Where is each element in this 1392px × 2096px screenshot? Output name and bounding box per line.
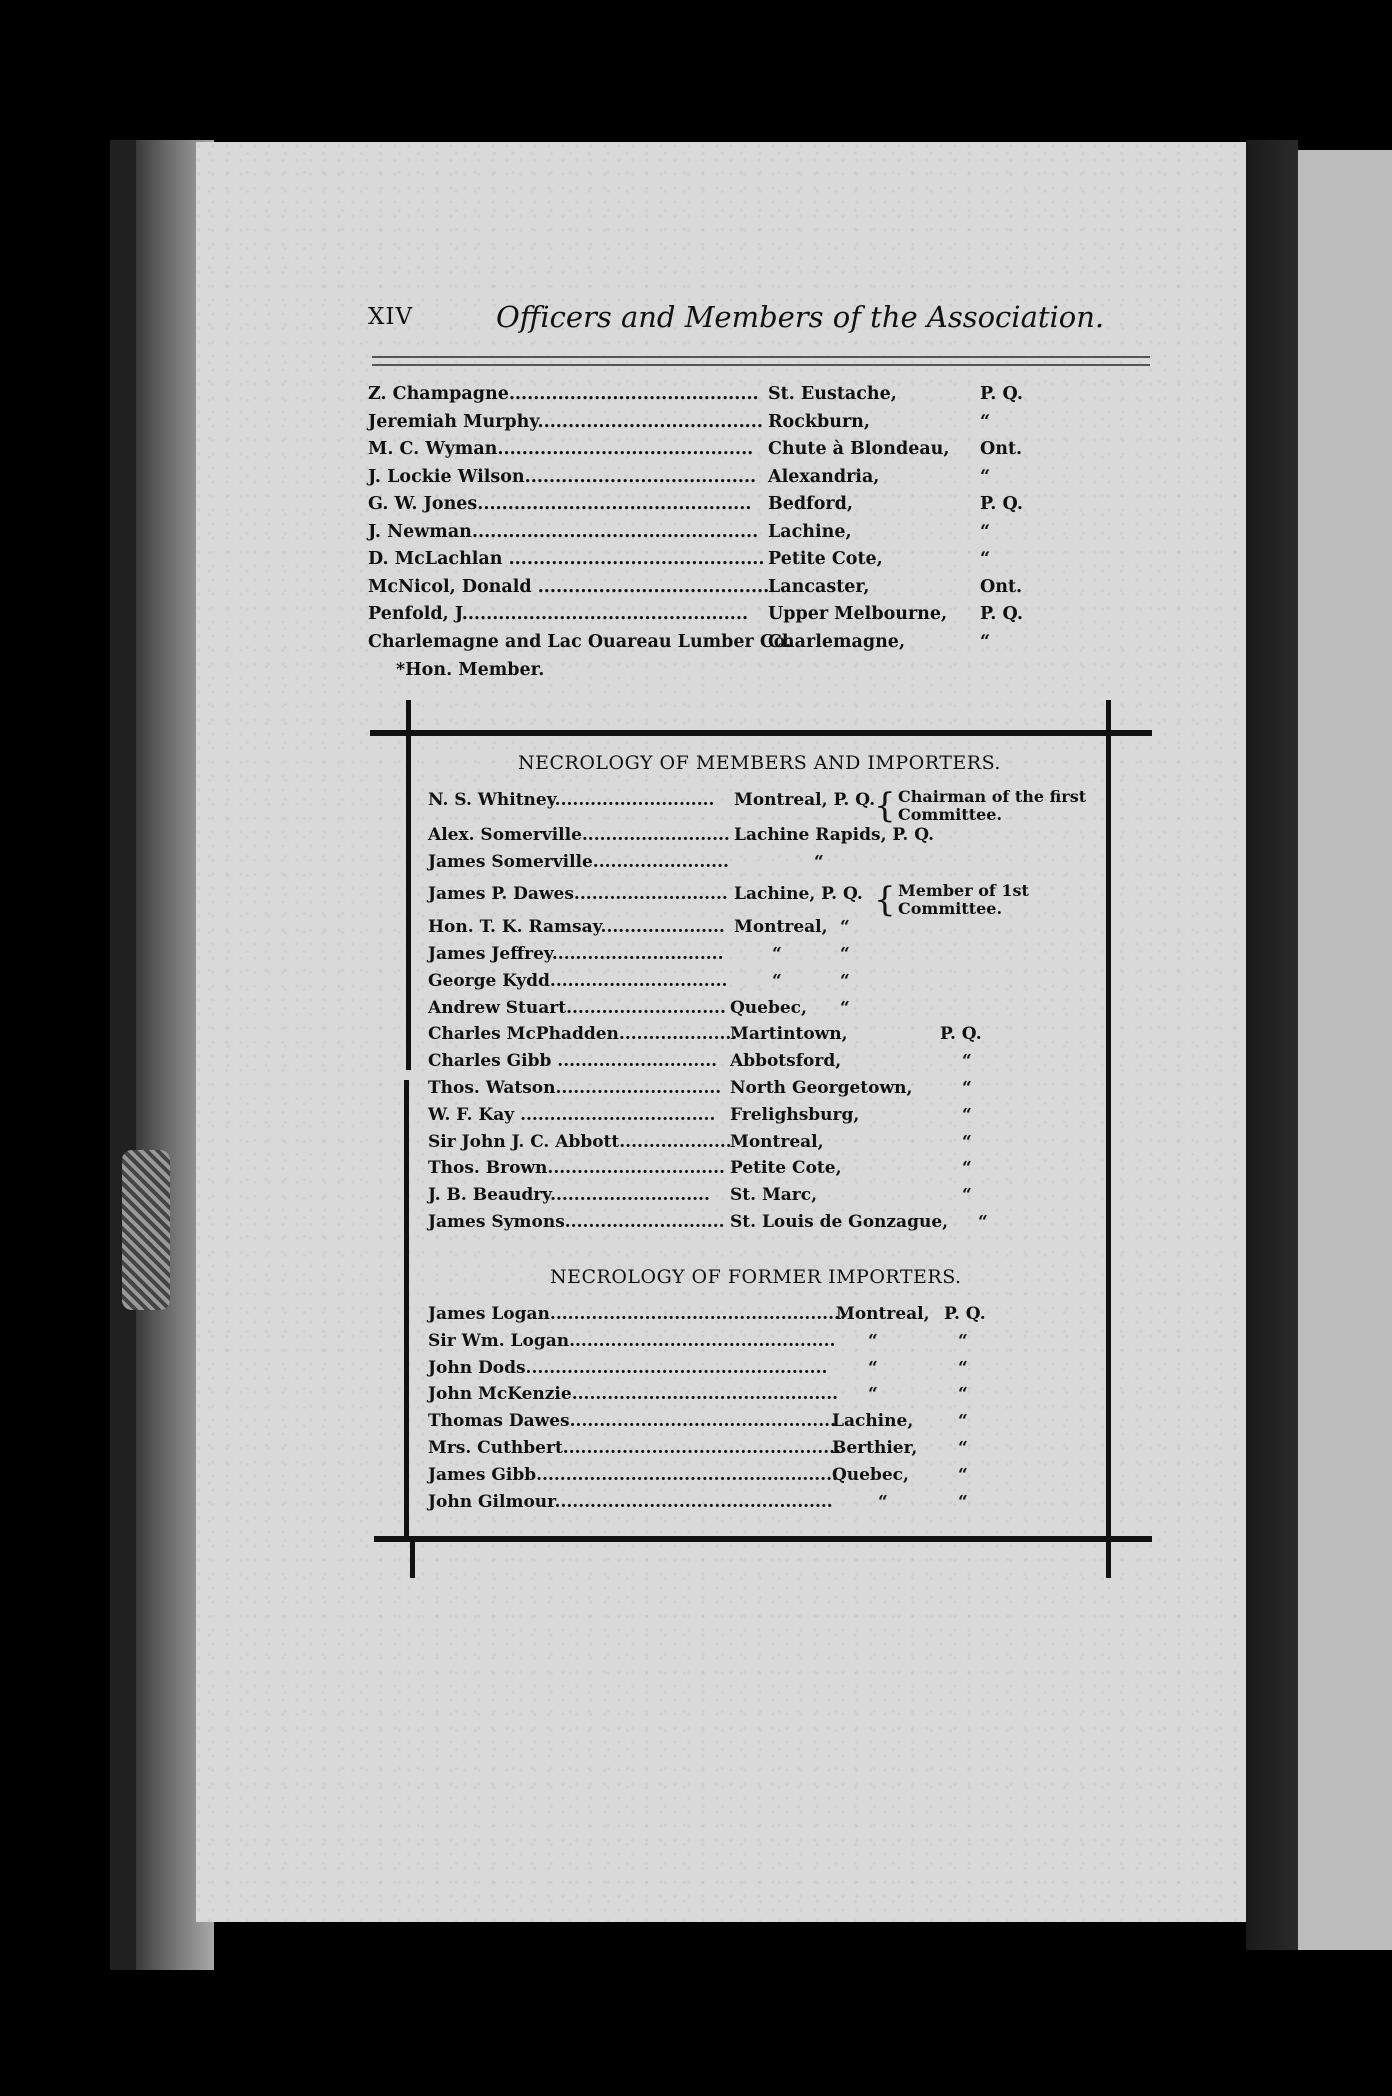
member-name: Penfold, J............................................... xyxy=(368,604,749,624)
member-name: G. W. Jones............................................. xyxy=(368,494,752,514)
necrology-name: Alex. Somerville......................... xyxy=(428,824,730,845)
former-importer-row xyxy=(428,1358,1028,1385)
necrology-province: “ xyxy=(840,970,850,991)
necrology-row xyxy=(428,971,1108,998)
member-name: D. McLachlan .......................................... xyxy=(368,549,765,569)
former-importer-name: Mrs. Cuthbert............................................... xyxy=(428,1437,841,1458)
former-importer-row xyxy=(428,1465,1028,1492)
member-place: Lancaster, xyxy=(768,576,870,597)
necrology-row xyxy=(428,786,1108,826)
former-importer-province: “ xyxy=(958,1357,968,1378)
necrology-name: James Jeffrey............................. xyxy=(428,943,724,964)
member-place: Charlemagne, xyxy=(768,631,906,652)
former-importer-province: “ xyxy=(958,1491,968,1512)
member-province: Ont. xyxy=(980,576,1023,597)
necrology-row xyxy=(428,944,1108,971)
necrology-name: James P. Dawes.......................... xyxy=(428,884,728,905)
necrology-place: Montreal, P. Q. xyxy=(734,790,876,810)
former-importer-name: Thomas Dawes............................................. xyxy=(428,1411,836,1432)
necrology-place: Montreal, xyxy=(730,1131,824,1152)
necrology-place: Montreal, xyxy=(734,917,828,938)
former-importer-province: P. Q. xyxy=(944,1304,986,1324)
former-importer-name: John Dods................................................... xyxy=(428,1357,828,1378)
member-name: Z. Champagne......................................... xyxy=(368,384,759,404)
necrology-row xyxy=(428,1051,1108,1078)
necrology-row xyxy=(428,880,1108,921)
necrology-place: St. Marc, xyxy=(730,1185,818,1206)
member-row xyxy=(368,522,1088,550)
member-province: “ xyxy=(980,466,991,487)
necrology-place: “ xyxy=(772,970,782,991)
member-place: Rockburn, xyxy=(768,411,870,432)
necrology-province: “ xyxy=(962,1158,972,1179)
former-importer-row xyxy=(428,1411,1028,1438)
necrology-members-list xyxy=(428,786,1108,1239)
member-name: M. C. Wyman.......................................... xyxy=(368,439,754,459)
member-row xyxy=(368,467,1088,495)
former-importer-name: Sir Wm. Logan............................................. xyxy=(428,1330,836,1351)
necrology-name: James Somerville....................... xyxy=(428,851,729,872)
former-importer-name: James Gibb................................................... xyxy=(428,1464,838,1485)
necrology-province: “ xyxy=(978,1211,988,1232)
necrology-place: Lachine Rapids, P. Q. xyxy=(734,824,935,845)
member-place: Petite Cote, xyxy=(768,549,883,569)
member-row xyxy=(368,549,1088,577)
necrology-place: St. Louis de Gonzague, xyxy=(730,1211,949,1232)
former-importer-place: “ xyxy=(868,1330,878,1351)
member-name: McNicol, Donald ....................................... xyxy=(368,576,776,597)
former-importer-province: “ xyxy=(958,1330,968,1351)
necrology-row xyxy=(428,1185,1108,1212)
running-head xyxy=(368,300,1158,344)
necrology-place: Quebec, xyxy=(730,997,807,1018)
necrology-place: Frelighsburg, xyxy=(730,1104,860,1125)
member-row xyxy=(368,632,1088,660)
necrology-name: Thos. Watson............................ xyxy=(428,1077,722,1098)
brace-glyph: { xyxy=(874,880,896,921)
former-importer-row xyxy=(428,1438,1028,1465)
former-importer-place: Berthier, xyxy=(832,1437,918,1458)
header-rule xyxy=(372,356,1150,366)
former-importer-row xyxy=(428,1331,1028,1358)
necrology-box-stub-right xyxy=(1106,1542,1111,1578)
former-importer-row xyxy=(428,1492,1028,1519)
member-row xyxy=(368,494,1088,522)
former-importer-province: “ xyxy=(958,1437,968,1458)
former-importer-name: John Gilmour............................................... xyxy=(428,1491,833,1512)
necrology-box-stub-left xyxy=(410,1542,415,1578)
necrology-place: “ xyxy=(814,851,824,872)
member-name: J. Newman............................................... xyxy=(368,521,759,542)
necrology-row xyxy=(428,917,1108,944)
member-province: “ xyxy=(980,631,991,652)
page-title: Officers and Members of the Association. xyxy=(496,300,1105,334)
necrology-province: “ xyxy=(840,997,850,1018)
member-row xyxy=(368,604,1088,632)
facing-page xyxy=(1298,150,1392,1950)
necrology-place: Abbotsford, xyxy=(730,1051,842,1072)
member-province: P. Q. xyxy=(980,384,1023,404)
member-row xyxy=(368,412,1088,440)
necrology-province: “ xyxy=(962,1077,972,1098)
former-importer-place: “ xyxy=(878,1491,888,1512)
member-place: Upper Melbourne, xyxy=(768,604,948,624)
former-importer-place: “ xyxy=(868,1357,878,1378)
former-importer-province: “ xyxy=(958,1384,968,1405)
necrology-province: “ xyxy=(962,1051,972,1072)
necrology-place: “ xyxy=(772,943,782,964)
member-row xyxy=(368,439,1088,467)
necrology-members-title: NECROLOGY OF MEMBERS AND IMPORTERS. xyxy=(518,752,1001,774)
former-importer-place: Montreal, xyxy=(836,1304,930,1324)
member-row xyxy=(368,577,1088,605)
necrology-former-title: NECROLOGY OF FORMER IMPORTERS. xyxy=(550,1266,962,1288)
member-place: Alexandria, xyxy=(768,466,880,487)
member-province: P. Q. xyxy=(980,494,1023,514)
necrology-name: Charles Gibb ........................... xyxy=(428,1051,718,1072)
member-name: Charlemagne and Lac Ouareau Lumber Co. xyxy=(368,631,792,652)
necrology-note: Member of 1st Committee. xyxy=(898,881,1029,919)
necrology-row xyxy=(428,852,1108,879)
necrology-row xyxy=(428,1078,1108,1105)
former-importer-province: “ xyxy=(958,1464,968,1485)
necrology-note: Chairman of the first Committee. xyxy=(898,787,1087,824)
member-province: Ont. xyxy=(980,439,1023,459)
page-gutter-shadow xyxy=(1246,140,1298,1950)
necrology-name: James Symons........................... xyxy=(428,1211,725,1232)
necrology-province: “ xyxy=(962,1131,972,1152)
necrology-row xyxy=(428,1132,1108,1159)
necrology-former-list xyxy=(428,1304,1028,1518)
member-province: “ xyxy=(980,549,991,569)
former-importer-name: James Logan.................................................. xyxy=(428,1304,846,1324)
necrology-name: Hon. T. K. Ramsay..................... xyxy=(428,917,725,938)
necrology-name: W. F. Kay ................................. xyxy=(428,1104,716,1125)
necrology-box-top-rule xyxy=(370,730,1152,736)
member-place: St. Eustache, xyxy=(768,384,897,404)
members-list xyxy=(368,384,1088,659)
member-province: “ xyxy=(980,411,991,432)
former-importer-province: “ xyxy=(958,1411,968,1432)
necrology-name: J. B. Beaudry........................... xyxy=(428,1185,710,1206)
necrology-box-left-rule xyxy=(406,700,411,1070)
torn-page-edge xyxy=(122,1150,170,1310)
member-name: J. Lockie Wilson...................................... xyxy=(368,466,757,487)
necrology-name: Charles McPhadden.................... xyxy=(428,1024,738,1045)
member-province: P. Q. xyxy=(980,604,1023,624)
member-row xyxy=(368,384,1088,412)
necrology-box-bottom-rule xyxy=(374,1536,1152,1542)
member-province: “ xyxy=(980,521,991,542)
necrology-row xyxy=(428,998,1108,1025)
necrology-province: “ xyxy=(840,917,850,938)
brace-glyph: { xyxy=(874,786,896,826)
necrology-name: George Kydd.............................. xyxy=(428,970,728,991)
necrology-place: Martintown, xyxy=(730,1024,848,1045)
necrology-row xyxy=(428,1212,1108,1239)
member-name: Jeremiah Murphy..................................... xyxy=(368,411,763,432)
necrology-name: Andrew Stuart........................... xyxy=(428,997,726,1018)
necrology-province: “ xyxy=(840,943,850,964)
necrology-province: “ xyxy=(962,1185,972,1206)
necrology-place: North Georgetown, xyxy=(730,1077,913,1098)
former-importer-row xyxy=(428,1304,1028,1331)
necrology-place: Petite Cote, xyxy=(730,1158,842,1179)
necrology-row xyxy=(428,825,1108,852)
necrology-row xyxy=(428,1158,1108,1185)
member-place: Chute à Blondeau, xyxy=(768,439,950,459)
necrology-box-left-rule-lower xyxy=(404,1080,409,1540)
necrology-row xyxy=(428,1105,1108,1132)
hon-member-note: *Hon. Member. xyxy=(396,660,545,680)
former-importer-place: Quebec, xyxy=(832,1464,909,1485)
necrology-province: P. Q. xyxy=(940,1024,982,1045)
necrology-name: Sir John J. C. Abbott................... xyxy=(428,1131,732,1152)
necrology-province: “ xyxy=(962,1104,972,1125)
former-importer-row xyxy=(428,1384,1028,1411)
page-number: XIV xyxy=(368,304,414,330)
necrology-row xyxy=(428,1024,1108,1051)
member-place: Lachine, xyxy=(768,521,852,542)
necrology-place: Lachine, P. Q. xyxy=(734,884,863,905)
member-place: Bedford, xyxy=(768,494,853,514)
former-importer-name: John McKenzie............................................. xyxy=(428,1384,839,1405)
necrology-name: Thos. Brown.............................. xyxy=(428,1158,725,1179)
former-importer-place: “ xyxy=(868,1384,878,1405)
necrology-name: N. S. Whitney........................... xyxy=(428,790,715,810)
former-importer-place: Lachine, xyxy=(832,1411,914,1432)
